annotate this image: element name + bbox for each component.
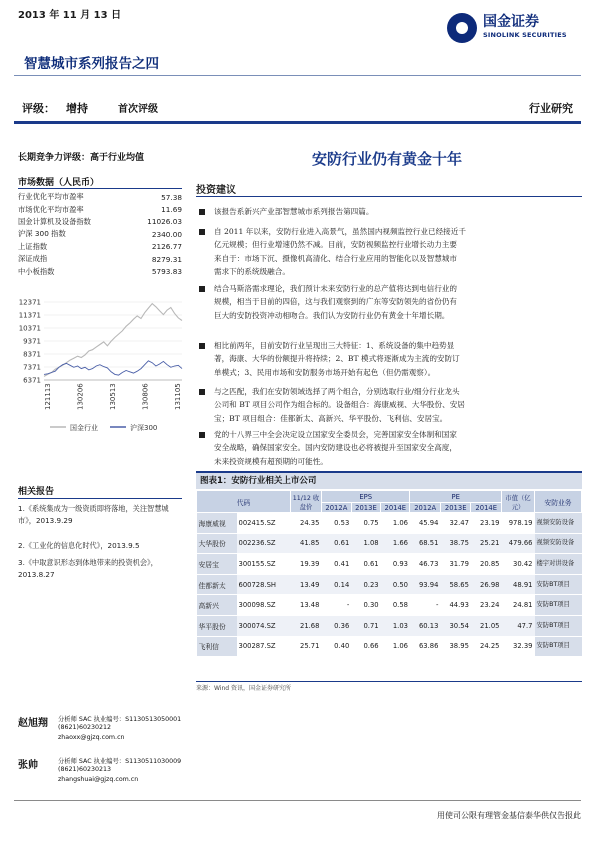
market-value: 8279.31 — [151, 254, 182, 264]
paragraph-line: 来自于：市场下沉、摄像机高清化、结合行业应用的智能化以及智慧城市 — [214, 253, 457, 263]
table-cell: 60.13 — [410, 615, 440, 636]
table-cell: 479.66 — [502, 533, 535, 554]
paragraph-line: 宝；BT 项目组合：佳都新太、高新兴、华平股份、飞利信、安居宝。 — [214, 413, 448, 423]
paragraph-line: 结合马斯洛需求理论，我们预计未来安防行业的总产值将达到电信行业的 — [214, 284, 457, 293]
col-eps-2012: 2012A — [321, 503, 351, 513]
logo-text-cn: 国金证券 — [483, 14, 539, 30]
market-data-row — [18, 228, 182, 240]
table-cell: 0.75 — [351, 513, 380, 534]
table-cell: 600728.SH — [237, 574, 291, 595]
paragraph-line: 党的十八界三中全会决定设立国家安全委员会，完善国家安全体制和国家 — [214, 430, 457, 439]
rating-label: 评级： — [22, 102, 55, 115]
market-label: 国金计算机及设备指数 — [18, 216, 91, 226]
table-cell: 300098.SZ — [237, 595, 291, 616]
footer-divider — [14, 800, 581, 801]
report-date: 2013 年 11 月 13 日 — [18, 10, 122, 21]
table-cell: 0.14 — [321, 574, 351, 595]
table-source: 来源：Wind 资讯，国金证券研究所 — [196, 685, 291, 692]
table-cell: 24.35 — [290, 513, 321, 534]
y-tick-label: 7371 — [23, 363, 41, 372]
paragraph-line: 安全战略，确保国家安全。国内安防建设也必将被提升至国家安全高度， — [214, 443, 457, 453]
bullet-icon — [199, 286, 205, 292]
col-eps-2013: 2013E — [351, 503, 380, 513]
table-row — [197, 636, 582, 657]
table-row — [197, 595, 582, 616]
col-business: 安防业务 — [535, 491, 582, 513]
y-tick-label: 10371 — [18, 324, 41, 333]
rating-divider — [14, 121, 581, 124]
table-cell: 978.19 — [502, 513, 535, 534]
table-cell: 0.58 — [381, 595, 410, 616]
table-cell: 19.39 — [290, 554, 321, 575]
table-cell: 32.47 — [440, 513, 470, 534]
table-cell: 30.54 — [440, 615, 470, 636]
paragraph-line: 著，海康、大华的份额提升将持续；2、BT 模式将逐渐成为主流的安防订 — [214, 354, 460, 364]
analyst-phone: (8621)60230213 — [58, 766, 111, 773]
main-title: 安防行业仍有黄金十年 — [311, 150, 462, 168]
table-row — [197, 554, 582, 575]
bullet-icon — [199, 432, 205, 438]
company-name-cell: 佳都新太 — [197, 574, 237, 595]
first-rating: 首次评级 — [118, 104, 158, 115]
market-data-row — [18, 191, 182, 203]
y-tick-label: 9371 — [23, 337, 41, 346]
market-label: 中小板指数 — [18, 266, 55, 276]
market-value: 11026.03 — [147, 217, 182, 227]
table-cell: 002236.SZ — [237, 533, 291, 554]
table-cell: 30.42 — [502, 554, 535, 575]
bullet-paragraph — [214, 282, 582, 322]
market-value: 2126.77 — [151, 242, 182, 252]
table-cell: 38.95 — [440, 636, 470, 657]
analyst-role: 分析师 — [58, 716, 77, 723]
table-cell: 0.71 — [351, 615, 380, 636]
paragraph-line: 规模，相当于目前的四倍，这与我们观察到的广东等安防领先的省份仍有 — [214, 297, 457, 307]
table-title: 图表1：安防行业相关上市公司 — [200, 476, 317, 486]
analyst-role: 分析师 — [58, 758, 77, 765]
series-title: 智慧城市系列报告之四 — [24, 56, 159, 72]
table-cell: 0.40 — [321, 636, 351, 657]
bullet-paragraph — [214, 385, 582, 425]
company-name-cell: 海康威视 — [197, 513, 237, 534]
table-cell: 0.50 — [381, 574, 410, 595]
table-cell: 93.94 — [410, 574, 440, 595]
related-report-3[interactable]: 3.《中取意识形态到体地带来的投资机会》，2013.8.27 — [18, 558, 158, 579]
x-tick-label: 130806 — [141, 383, 150, 410]
market-data-row — [18, 253, 182, 265]
paragraph-line: 未来投资规模有超预期的可能性。 — [214, 456, 328, 466]
table-cell: 21.05 — [471, 615, 502, 636]
table-bottom-rule — [196, 681, 582, 682]
table-cell: 44.93 — [440, 595, 470, 616]
legend-label: 国金行业 — [70, 424, 98, 432]
table-cell: 1.66 — [381, 533, 410, 554]
legend-label: 沪深300 — [130, 424, 158, 432]
bullet-paragraph — [214, 225, 582, 279]
table-cell: 安防BT项目 — [535, 574, 582, 595]
col-pe: PE — [410, 491, 502, 503]
col-eps: EPS — [321, 491, 410, 503]
table-cell: 24.81 — [502, 595, 535, 616]
logo-text-en: SINOLINK SECURITIES — [483, 31, 567, 39]
analyst-cert: SAC 执业编号：S1130513050001 — [78, 716, 182, 723]
table-cell: 视频安防设备 — [535, 533, 582, 554]
col-pe-2014: 2014E — [471, 503, 502, 513]
table-cell: 安防BT项目 — [535, 615, 582, 636]
market-data-row — [18, 203, 182, 215]
section-rule — [196, 196, 582, 197]
index-chart — [14, 296, 186, 436]
analyst-email[interactable]: zhangshuai@gjzq.com.cn — [58, 776, 139, 783]
table-row — [197, 574, 582, 595]
footer-text: 用使司公限有理管金基信泰华供仅告报此 — [437, 811, 581, 820]
table-cell: 45.94 — [410, 513, 440, 534]
header-divider — [14, 75, 581, 76]
analyst-name: 赵旭翔 — [18, 718, 48, 729]
market-data-row — [18, 241, 182, 253]
market-label: 市场优化平均市盈率 — [18, 204, 84, 214]
table-cell: 300074.SZ — [237, 615, 291, 636]
table-row — [197, 513, 582, 534]
table-cell: 1.06 — [381, 636, 410, 657]
table-cell: 13.49 — [290, 574, 321, 595]
paragraph-line: 与之匹配，我们在安防领域选择了两个组合，分别选取行业/细分行业龙头 — [214, 387, 460, 396]
table-cell: 21.68 — [290, 615, 321, 636]
market-label: 上证指数 — [18, 241, 48, 251]
table-cell: 视频安防设备 — [535, 513, 582, 534]
table-cell: 300155.SZ — [237, 554, 291, 575]
table-cell: 安防BT项目 — [535, 595, 582, 616]
market-data-rule — [18, 188, 182, 189]
x-tick-label: 130206 — [76, 383, 85, 410]
table-cell: 47.7 — [502, 615, 535, 636]
table-cell: 0.36 — [321, 615, 351, 636]
table-cell: 26.98 — [471, 574, 502, 595]
table-cell: 31.79 — [440, 554, 470, 575]
table-cell: 300287.SZ — [237, 636, 291, 657]
bullet-icon — [199, 343, 205, 349]
table-cell: 安防BT项目 — [535, 636, 582, 657]
market-data-row — [18, 216, 182, 228]
x-tick-label: 130513 — [109, 383, 117, 410]
series-line-1 — [44, 304, 182, 377]
section-heading: 投资建议 — [196, 185, 236, 196]
market-label: 沪深 300 指数 — [18, 229, 66, 239]
related-report-2[interactable]: 2.《工业化的信息化时代》，2013.9.5 — [18, 541, 140, 550]
company-name-cell: 华平股份 — [197, 615, 237, 636]
paragraph-line: 自 2011 年以来，安防行业进入高景气，虽然国内视频监控行业已经接近千 — [214, 227, 466, 236]
market-value: 11.69 — [161, 205, 182, 215]
table-cell: - — [321, 595, 351, 616]
x-tick-label: 131105 — [174, 383, 182, 410]
col-code: 代码 — [197, 491, 291, 513]
related-reports-heading: 相关报告 — [18, 487, 55, 497]
y-tick-label: 11371 — [18, 311, 41, 320]
company-name-cell: 飞利信 — [197, 636, 237, 657]
table-cell: 48.91 — [502, 574, 535, 595]
table-row — [197, 615, 582, 636]
table-cell: 002415.SZ — [237, 513, 291, 534]
company-name-cell: 高新兴 — [197, 595, 237, 616]
logo-icon — [447, 13, 477, 43]
related-report-1[interactable]: 1.《系统集成为一级资质即将落地，关注智慧城市》，2013.9.29 — [18, 504, 169, 525]
table-cell: 0.30 — [351, 595, 380, 616]
company-name-cell: 安居宝 — [197, 554, 237, 575]
bullet-icon — [199, 389, 205, 395]
market-label: 深证成指 — [18, 254, 48, 264]
table-cell: 0.66 — [351, 636, 380, 657]
market-value: 57.38 — [161, 192, 182, 202]
col-pe-2013: 2013E — [440, 503, 470, 513]
paragraph-line: 亿元规模；但行业增速仍然不减。目前，安防视频监控行业增长动力主要 — [214, 240, 457, 250]
paragraph-line: 巨大的安防投资冲动相吻合。我们认为安防行业仍有黄金十年增长期。 — [214, 310, 450, 320]
report-type: 行业研究 — [529, 102, 573, 115]
company-logo — [447, 11, 581, 45]
table-row — [197, 533, 582, 554]
y-tick-label: 12371 — [18, 298, 41, 307]
table-cell: 58.65 — [440, 574, 470, 595]
market-data-table — [18, 191, 182, 278]
analyst-phone: (8621)60230212 — [58, 724, 111, 731]
table-cell: 25.21 — [471, 533, 502, 554]
market-value: 2340.00 — [151, 229, 182, 239]
table-cell: 20.85 — [471, 554, 502, 575]
table-cell: 23.19 — [471, 513, 502, 534]
paragraph-line: 公司和 BT 项目公司作为组合标的。设备组合：海康威视、大华股份、安居 — [214, 400, 465, 410]
paragraph-line: 该报告系新兴产业部智慧城市系列报告第四篇。 — [214, 207, 374, 216]
paragraph-line: 需求下的系统级融合。 — [214, 267, 290, 277]
table-cell: 13.48 — [290, 595, 321, 616]
table-cell: 25.71 — [290, 636, 321, 657]
company-name-cell: 大华股份 — [197, 533, 237, 554]
table-cell: 46.73 — [410, 554, 440, 575]
table-cell: 24.25 — [471, 636, 502, 657]
col-pe-2012: 2012A — [410, 503, 440, 513]
analyst-1 — [18, 714, 194, 754]
bullet-paragraph — [214, 428, 582, 468]
bullet-icon — [199, 229, 205, 235]
col-close: 11/12 收盘价 — [290, 491, 321, 513]
paragraph-line: 相比前两年，目前安防行业呈现出三大特征：1、系统设备的集中趋势显 — [214, 341, 455, 350]
series-line-2 — [44, 361, 182, 375]
rating-value: 增持 — [66, 102, 88, 115]
table-cell: 68.51 — [410, 533, 440, 554]
bullet-icon — [199, 209, 205, 215]
company-table — [196, 490, 582, 657]
x-tick-label: 121113 — [44, 383, 52, 410]
table-cell: 1.08 — [351, 533, 380, 554]
table-cell: 32.39 — [502, 636, 535, 657]
analyst-email[interactable]: zhaoxx@gjzq.com.cn — [58, 734, 125, 741]
table-cell: - — [410, 595, 440, 616]
table-cell: 63.86 — [410, 636, 440, 657]
analyst-name: 张帅 — [18, 760, 38, 771]
market-data-heading: 市场数据（人民币） — [18, 178, 100, 188]
table-cell: 0.41 — [321, 554, 351, 575]
table-cell: 41.85 — [290, 533, 321, 554]
analyst-cert: SAC 执业编号：S1130511030009 — [78, 758, 182, 765]
table-cell: 楼宇对讲设备 — [535, 554, 582, 575]
analyst-2 — [18, 756, 194, 796]
market-data-row — [18, 265, 182, 277]
table-cell: 0.61 — [321, 533, 351, 554]
related-rule — [18, 498, 182, 499]
table-cell: 1.06 — [381, 513, 410, 534]
table-cell: 0.23 — [351, 574, 380, 595]
rating-bar — [14, 98, 581, 120]
bullet-paragraph — [214, 205, 582, 218]
table-cell: 1.03 — [381, 615, 410, 636]
table-cell: 23.24 — [471, 595, 502, 616]
table-cell: 0.93 — [381, 554, 410, 575]
market-value: 5793.83 — [151, 267, 182, 277]
col-eps-2014: 2014E — [381, 503, 410, 513]
col-mktcap: 市值（亿元） — [502, 491, 535, 513]
table-cell: 0.61 — [351, 554, 380, 575]
y-tick-label: 6371 — [23, 376, 41, 385]
table-cell: 0.53 — [321, 513, 351, 534]
bullet-paragraph — [214, 339, 582, 379]
y-tick-label: 8371 — [23, 350, 41, 359]
long-term-rating: 长期竞争力评级：高于行业均值 — [18, 153, 145, 163]
market-label: 行业优化平均市盈率 — [18, 192, 84, 202]
table-cell: 38.75 — [440, 533, 470, 554]
paragraph-line: 单模式；3、民用市场和安防服务市场开始有起色（但仍需观察）。 — [214, 367, 436, 377]
